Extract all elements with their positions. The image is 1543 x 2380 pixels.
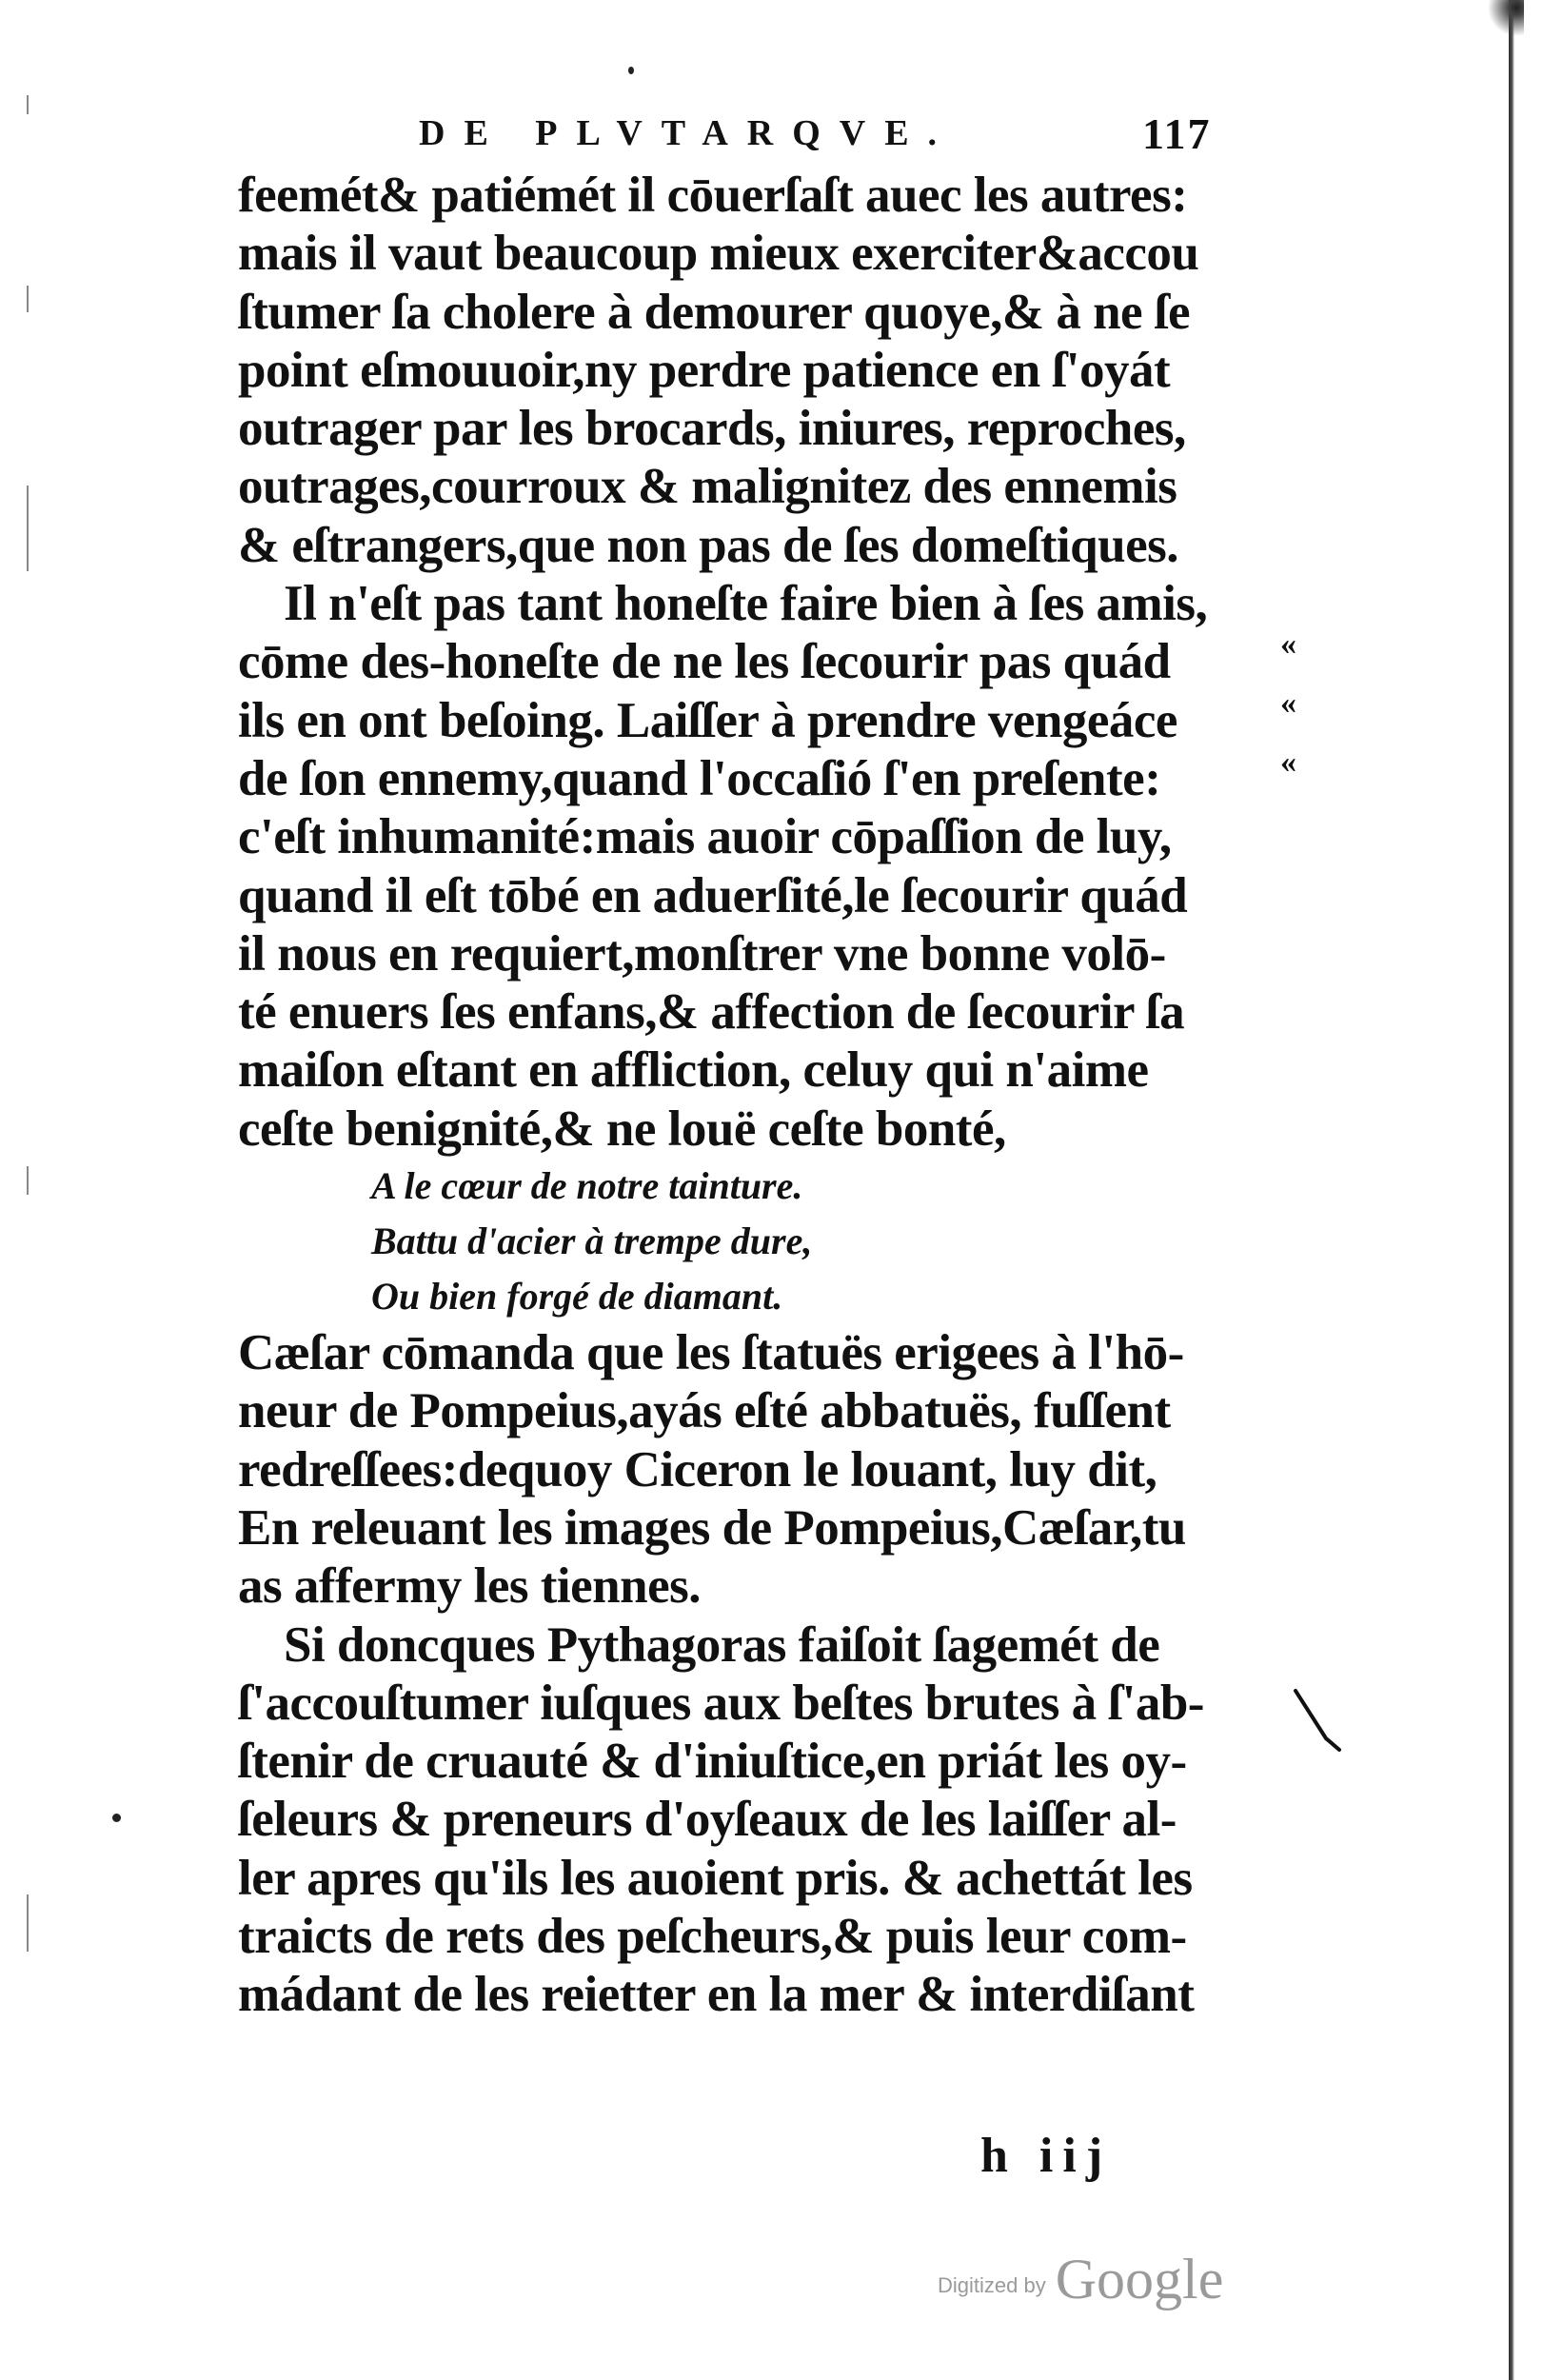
quotation-mark: « [1280,744,1296,780]
ink-speck [112,1814,121,1822]
margin-artifact [27,1894,29,1952]
text-line: quand il eſt tōbé en aduerſité,le ſecourir quád [238,867,1188,923]
text-line: outrager par les brocards, iniures, reproches, [238,401,1186,457]
verse-line: A le cœur de notre tainture. [371,1164,803,1208]
text-line: ſtenir de cruauté & d'iniuſtice,en priát les oy- [238,1734,1187,1790]
text-line: ſeleurs & preneurs d'oyſeaux de les laiſſer al- [238,1792,1177,1848]
quotation-mark: « [1280,685,1296,721]
text-line: feemét& patiémét il cōuerſaſt auec les autres: [238,168,1188,223]
text-line: de ſon ennemy,quand l'occaſió ſ'en preſente: [238,750,1161,806]
page-header [419,109,1276,169]
margin-artifact [27,1166,29,1195]
verse-line: Ou bien forgé de diamant. [371,1275,783,1319]
google-logo: Google [1055,2248,1224,2311]
margin-artifact [27,286,29,312]
watermark-label: Digitized by [938,2273,1046,2297]
text-line: En releuant les images de Pompeius,Cæſar,tu [238,1499,1186,1556]
text-line: as affermy les tiennes. [238,1558,701,1615]
text-line: ſ'accouſtumer iuſques aux beſtes brutes à ſ'ab- [238,1675,1204,1731]
margin-artifact [27,95,29,114]
text-line: neur de Pompeius,ayás eſté abbatuës, fuſſent [238,1383,1171,1439]
paragraph-start-line: Il n'eſt pas tant honeſte faire bien à ſes amis, [284,576,1208,632]
text-line: outrages,courroux & malignitez des ennemis [238,459,1177,515]
text-line: cōme des-honeſte de ne les ſecourir pas quád [238,634,1171,690]
digitized-watermark [938,2247,1223,2312]
text-line: mádant de les reietter en la mer & interdiſant [238,1967,1195,2023]
margin-mark [1290,1685,1347,1761]
text-line: redreſſees:dequoy Ciceron le louant, luy dit, [238,1441,1157,1497]
signature-mark: h iij [980,2129,1113,2183]
text-line: il nous en requiert,monſtrer vne bonne volō- [238,925,1166,982]
text-line: point eſmouuoir,ny perdre patience en ſ'oyát [238,342,1171,398]
ink-speck [628,67,634,74]
text-line: mais il vaut beaucoup mieux exerciter&accou [238,226,1199,282]
text-line: ſtumer ſa cholere à demourer quoye,& à ne ſe [238,284,1191,340]
text-line: maiſon eſtant en affliction, celuy qui n'aime [238,1042,1149,1099]
main-text [238,167,1314,2025]
text-line: ler apres qu'ils les auoient pris. & achettát les [238,1850,1193,1906]
text-line: traicts de rets des peſcheurs,& puis leur com- [238,1909,1187,1965]
text-line: ils en ont beſoing. Laiſſer à prendre vengeáce [238,692,1177,748]
page-number: 117 [1142,109,1212,158]
text-line: ceſte benignité,& ne louë ceſte bonté, [238,1101,1006,1157]
text-line: té enuers ſes enfans,& affection de ſecourir ſa [238,984,1185,1041]
running-title: DE PLVTARQVE. [419,113,957,153]
paragraph-start-line: Si doncques Pythagoras faiſoit ſagemét de [284,1616,1160,1673]
page-corner-shadow [1486,0,1524,38]
verse-line: Battu d'acier à trempe dure, [371,1220,813,1263]
margin-artifact [27,486,29,571]
text-line: & eſtrangers,que non pas de ſes domeſtiques. [238,517,1178,573]
quotation-mark: « [1280,626,1296,662]
page-edge [1509,0,1514,2380]
text-line: Cæſar cōmanda que les ſtatuës erigees à l'hō- [238,1325,1184,1381]
text-line: c'eſt inhumanité:mais auoir cōpaſſion de luy, [238,809,1172,865]
